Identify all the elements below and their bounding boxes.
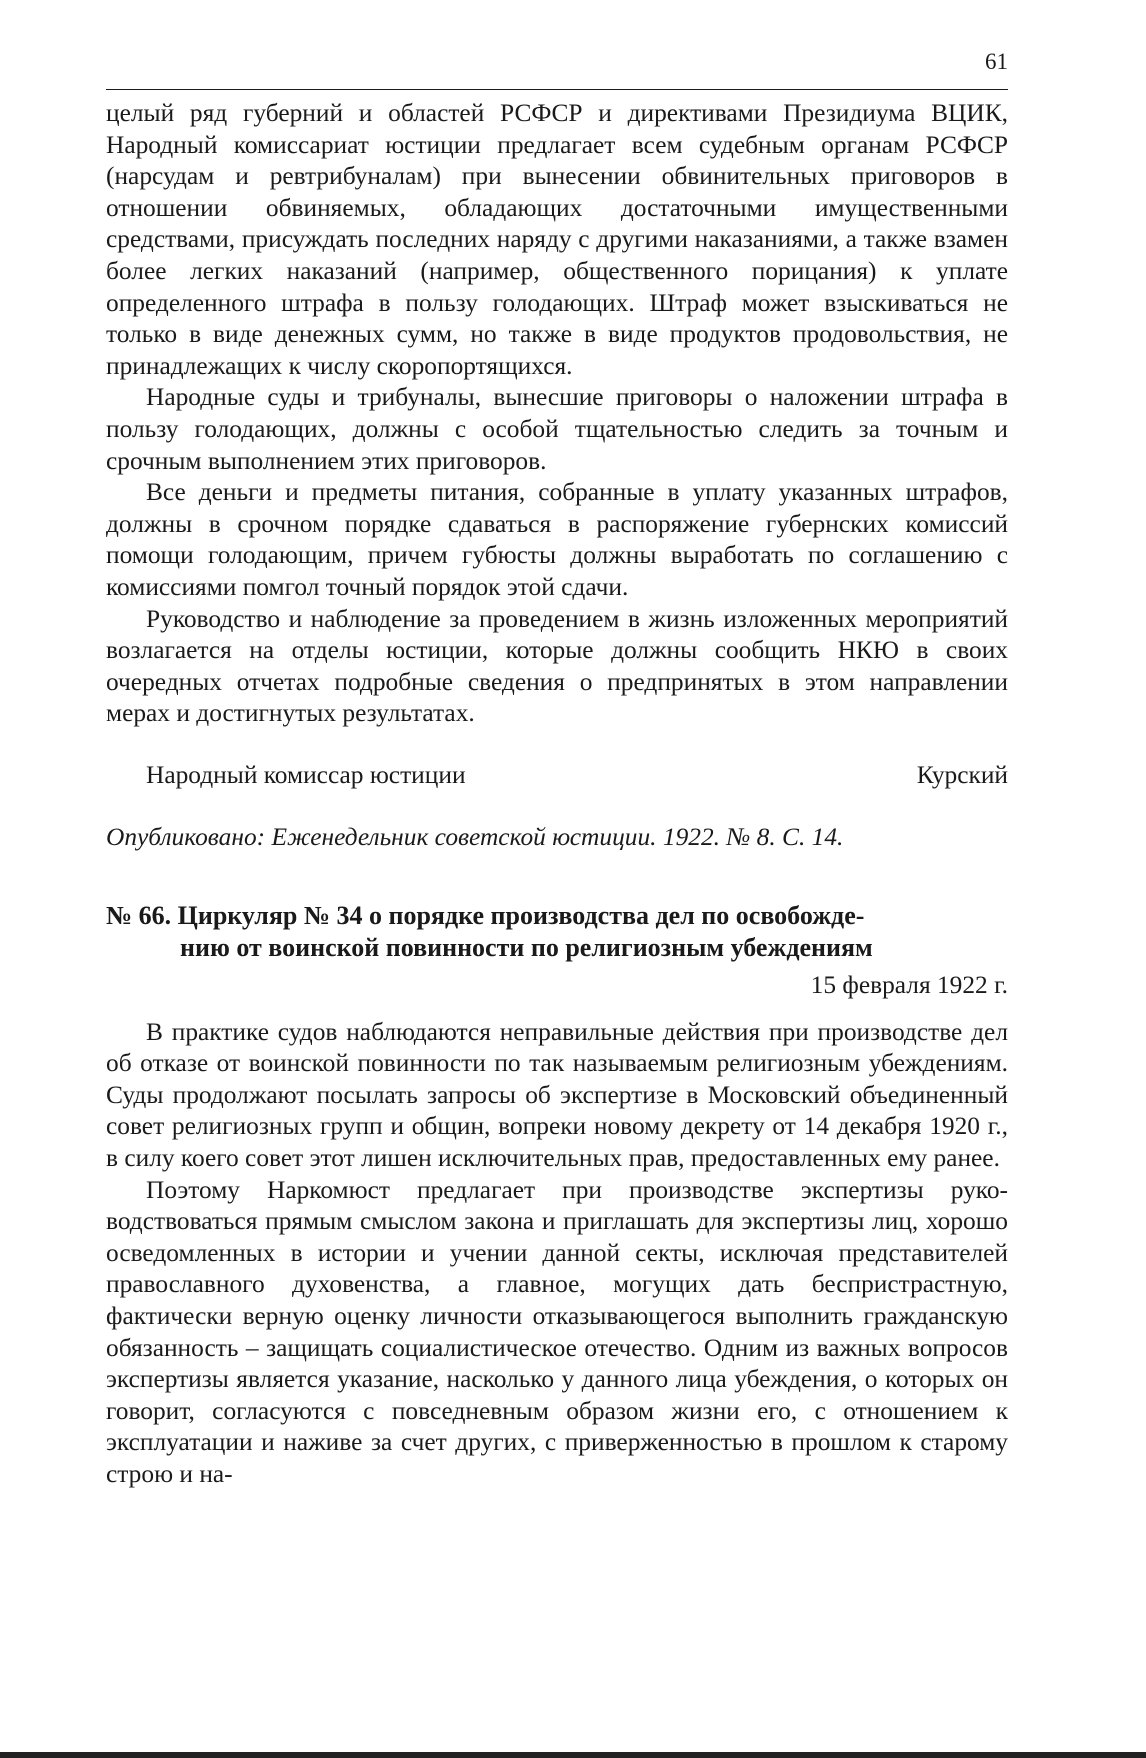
intro-paragraph: целый ряд губерний и областей РСФСР и директивами Президиума ВЦИК, Народный комиссариат юстиции предлагает всем судебным органам РСФСР (нарсудам и ревтрибуналам) при вынесении обвинительных приговоров в отношении обвиняемых, обладающих достаточными имущественными средствами, присуждать последних наряду с другими наказаниями, а также взамен более легких наказаний (например, общественного порицания) к уплате определенного штрафа в пользу голодающих. Штраф может взыскиваться не только в виде денежных сумм, но также в виде продуктов продовольствия, не принадлежащих к числу скоропортящихся. xyxy=(106,99,1008,380)
document-heading xyxy=(106,900,1008,964)
signature-line xyxy=(106,760,1008,792)
signature-name: Курский xyxy=(916,760,1008,789)
document-body xyxy=(106,1017,1008,1491)
document-paragraph-practice: В практике судов наблюдаются неправильные действия при производстве дел об отказе от воинской повинности по так называемым религиозным убеждениям. Суды продолжают посылать запросы об экспертизе в Московский объединенный совет религиозных групп и общин, вопреки новому декрету от 14 декабря 1920 г., в силу коего совет этот лишен исключительных прав, предоставленных ему ранее. xyxy=(106,1017,1008,1173)
paragraph-supervision: Руководство и наблюдение за проведением в жизнь изложенных мероприятий возлагается на отделы юстиции, которые должны сообщить НКЮ в своих очередных отчетах подробные сведения о предпринятых в этом направлении мерах и достигнутых результатах. xyxy=(106,604,1008,728)
paragraph-courts: Народные суды и трибуналы, вынесшие приговоры о наложении штрафа в пользу голодающих, должны с особой тщательностью следить за точным и срочным выполнением этих приговоров. xyxy=(106,383,1008,475)
page-text xyxy=(106,98,1008,1491)
document-date: 15 февраля 1922 г. xyxy=(810,971,1008,1000)
publication-note: Опубликовано: Еженедельник советской юстиции. 1922. № 8. С. 14. xyxy=(106,823,844,852)
page-number: 61 xyxy=(985,49,1008,74)
header-rule xyxy=(106,89,1008,90)
document-heading-line1: № 66. Циркуляр № 34 о порядке производства дел по освобожде- xyxy=(106,901,865,931)
bottom-edge-bar xyxy=(0,1752,1146,1758)
document-heading-line2: нию от воинской повинности по религиозным убеждениям xyxy=(180,933,873,963)
signature-position: Народный комиссар юстиции xyxy=(146,760,466,789)
document-paragraph-expertise: Поэтому Наркомюст предлагает при производстве экспертизы руководствоваться прямым смыслом закона и приглашать для экспертизы лиц, хорошо осведомленных в истории и учении данной секты, исключая представителей православного духовенства, а главное, могущих дать беспристрастную, фактически верную оценку личности отказывающегося выполнить гражданскую обязанность – защищать социалистическое отечество. Одним из важных вопросов экспертизы является указание, насколько у данного лица убеждения, о которых он говорит, согласуются с повседневным образом жизни его, с отношением к эксплуатации и наживе за счет других, с приверженностью в прошлом к старому строю и на- xyxy=(106,1175,1008,1488)
paragraph-money: Все деньги и предметы питания, собранные в уплату указанных штрафов, должны в срочном порядке сдаваться в распоряжение губернских комиссий помощи голодающим, причем губюсты должны выработать по соглашению с комиссиями помгол точный порядок этой сдачи. xyxy=(106,478,1008,601)
